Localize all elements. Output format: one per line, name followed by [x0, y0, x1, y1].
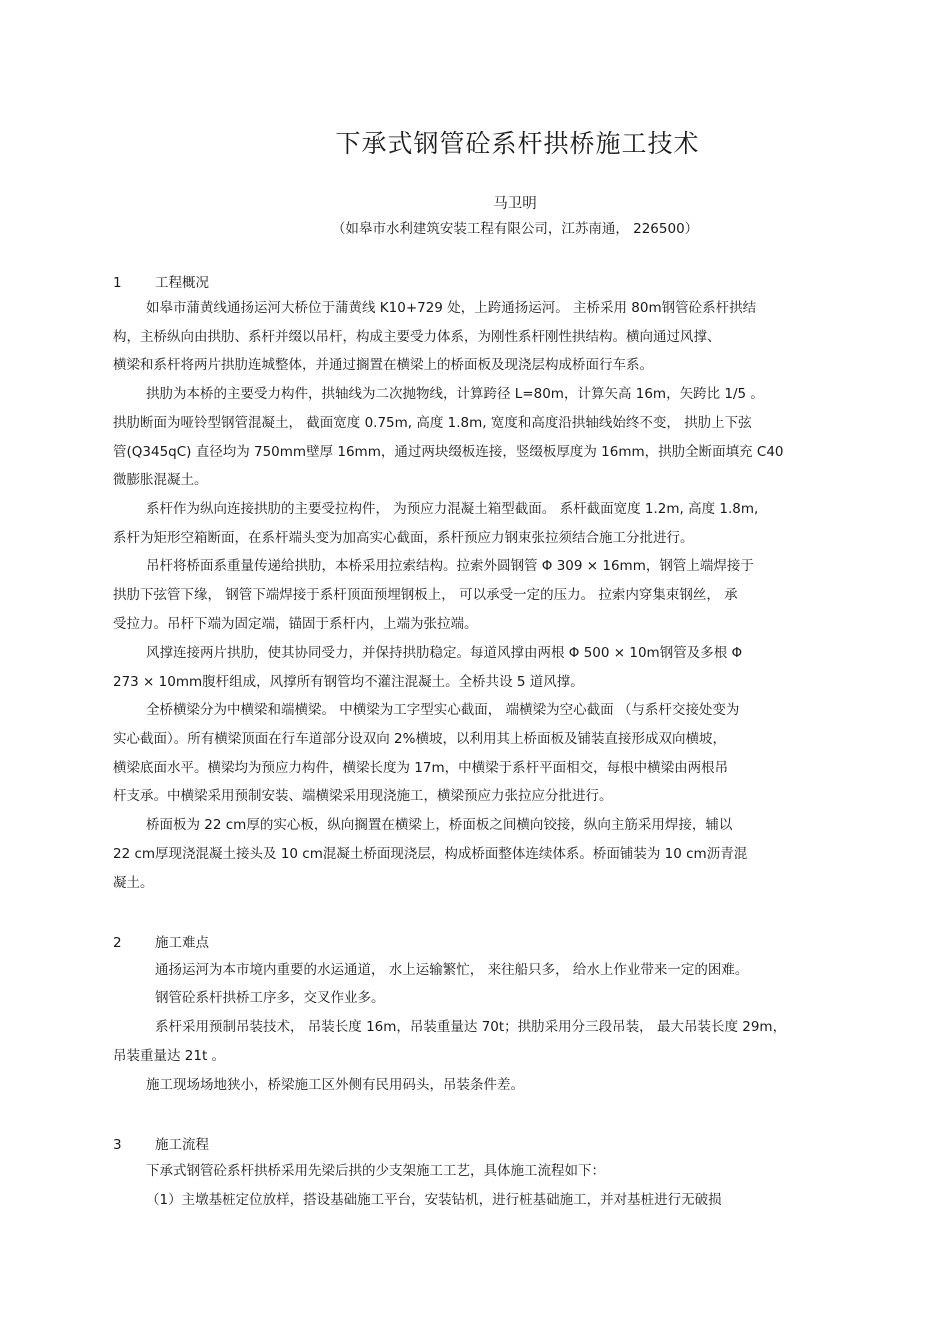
text-line: 构，主桥纵向由拱肋、系杆并缀以吊杆，构成主要受力体系，为刚性系杆刚性拱结构。横向通过风撑、 [113, 329, 721, 345]
section-number: 1 [113, 275, 122, 291]
text-line: 横梁和系杆将两片拱肋连城整体，并通过搁置在横梁上的桥面板及现浇层构成桥面行车系。 [113, 357, 653, 373]
text-line: 凝土。 [113, 875, 154, 891]
section-heading [113, 271, 209, 291]
text-line: 风撑连接两片拱肋，使其协同受力，并保持拱肋稳定。每道风撑由两根 Φ 500 × 10m钢管及多根 Φ [146, 645, 743, 661]
text-line: 杆支承。中横梁采用预制安装、端横梁采用现浇施工，横梁预应力张拉应分批进行。 [113, 788, 613, 804]
text-line: 实心截面）。所有横梁顶面在行车道部分设双向 2%横坡，以利用其上桥面板及铺装直接形成双向横坡， [113, 731, 726, 747]
text-line: 吊装重量达 21t 。 [113, 1048, 226, 1064]
text-line: 如皋市蒲黄线通扬运河大桥位于蒲黄线 K10+729 处，上跨通扬运河。 主桥采用 80m钢管砼系杆拱结 [146, 300, 757, 316]
text-line: 22 cm厚现浇混凝土接头及 10 cm混凝土桥面现浇层，构成桥面整体连续体系。桥面铺装为 10 cm沥青混 [113, 846, 748, 862]
text-line: 微膨胀混凝土。 [113, 472, 208, 488]
author-affiliation: （如皋市水利建筑安装工程有限公司，江苏南通， 226500） [331, 221, 699, 237]
text-line: 管(Q345qC) 直径均为 750mm壁厚 16mm，通过两块缀板连接，竖缀板厚度为 16mm，拱肋全断面填充 C40 [113, 444, 784, 460]
text-line: 下承式钢管砼系杆拱桥采用先梁后拱的少支架施工工艺，具体施工流程如下： [146, 1163, 605, 1179]
text-line: 吊杆将桥面系重量传递给拱肋，本桥采用拉索结构。拉索外圆钢管 Φ 309 × 16mm，钢管上端焊接于 [146, 558, 754, 574]
text-line: （1）主墩基桩定位放样，搭设基础施工平台，安装钻机，进行桩基础施工，并对基桩进行无破损 [146, 1192, 722, 1208]
text-line: 系杆采用预制吊装技术， 吊装长度 16m，吊装重量达 70t；拱肋采用分三段吊装， 最大吊装长度 29m， [155, 1019, 787, 1035]
text-line: 全桥横梁分为中横梁和端横梁。 中横梁为工字型实心截面， 端横梁为空心截面 （与系杆交接处变为 [146, 702, 740, 718]
section-title: 工程概况 [155, 275, 209, 291]
text-line: 钢管砼系杆拱桥工序多，交叉作业多。 [155, 990, 385, 1006]
section-title: 施工难点 [155, 935, 209, 951]
text-line: 拱肋断面为哑铃型钢管混凝土， 截面宽度 0.75m, 高度 1.8m, 宽度和高度沿拱轴线始终不变， 拱肋上下弦 [113, 415, 752, 431]
section-heading [113, 1133, 209, 1153]
author-name: 马卫明 [493, 196, 537, 212]
section-number: 3 [113, 1137, 122, 1153]
text-line: 桥面板为 22 cm厚的实心板，纵向搁置在横梁上，桥面板之间横向铰接，纵向主筋采用焊接，辅以 [146, 817, 733, 833]
text-line: 系杆为矩形空箱断面，在系杆端头变为加高实心截面，系杆预应力钢束张拉须结合施工分批进行。 [113, 530, 694, 546]
section-heading [113, 931, 209, 951]
text-line: 拱肋为本桥的主要受力构件，拱轴线为二次抛物线，计算跨径 L=80m，计算矢高 16m，矢跨比 1/5 。 [146, 386, 764, 402]
text-line: 施工现场场地狭小，桥梁施工区外侧有民用码头，吊装条件差。 [146, 1077, 524, 1093]
text-line: 273 × 10mm腹杆组成，风撑所有钢管均不灌注混凝土。全桥共设 5 道风撑。 [113, 674, 584, 690]
text-line: 横梁底面水平。横梁均为预应力构件，横梁长度为 17m，中横梁于系杆平面相交，每根中横梁由两根吊 [113, 760, 729, 776]
text-line: 通扬运河为本市境内重要的水运通道， 水上运输繁忙， 来往船只多， 给水上作业带来一定的困难。 [155, 962, 749, 978]
text-line: 系杆作为纵向连接拱肋的主要受拉构件， 为预应力混凝土箱型截面。 系杆截面宽度 1.2m, 高度 1.8m, [146, 501, 759, 517]
section-title: 施工流程 [155, 1137, 209, 1153]
section-number: 2 [113, 935, 122, 951]
text-line: 拱肋下弦管下缘， 钢管下端焊接于系杆顶面预埋钢板上， 可以承受一定的压力。 拉索内穿集束钢丝， 承 [113, 587, 738, 603]
paper-title: 下承式钢管砼系杆拱桥施工技术 [335, 129, 700, 158]
text-line: 受拉力。吊杆下端为固定端，锚固于系杆内，上端为张拉端。 [113, 616, 478, 632]
